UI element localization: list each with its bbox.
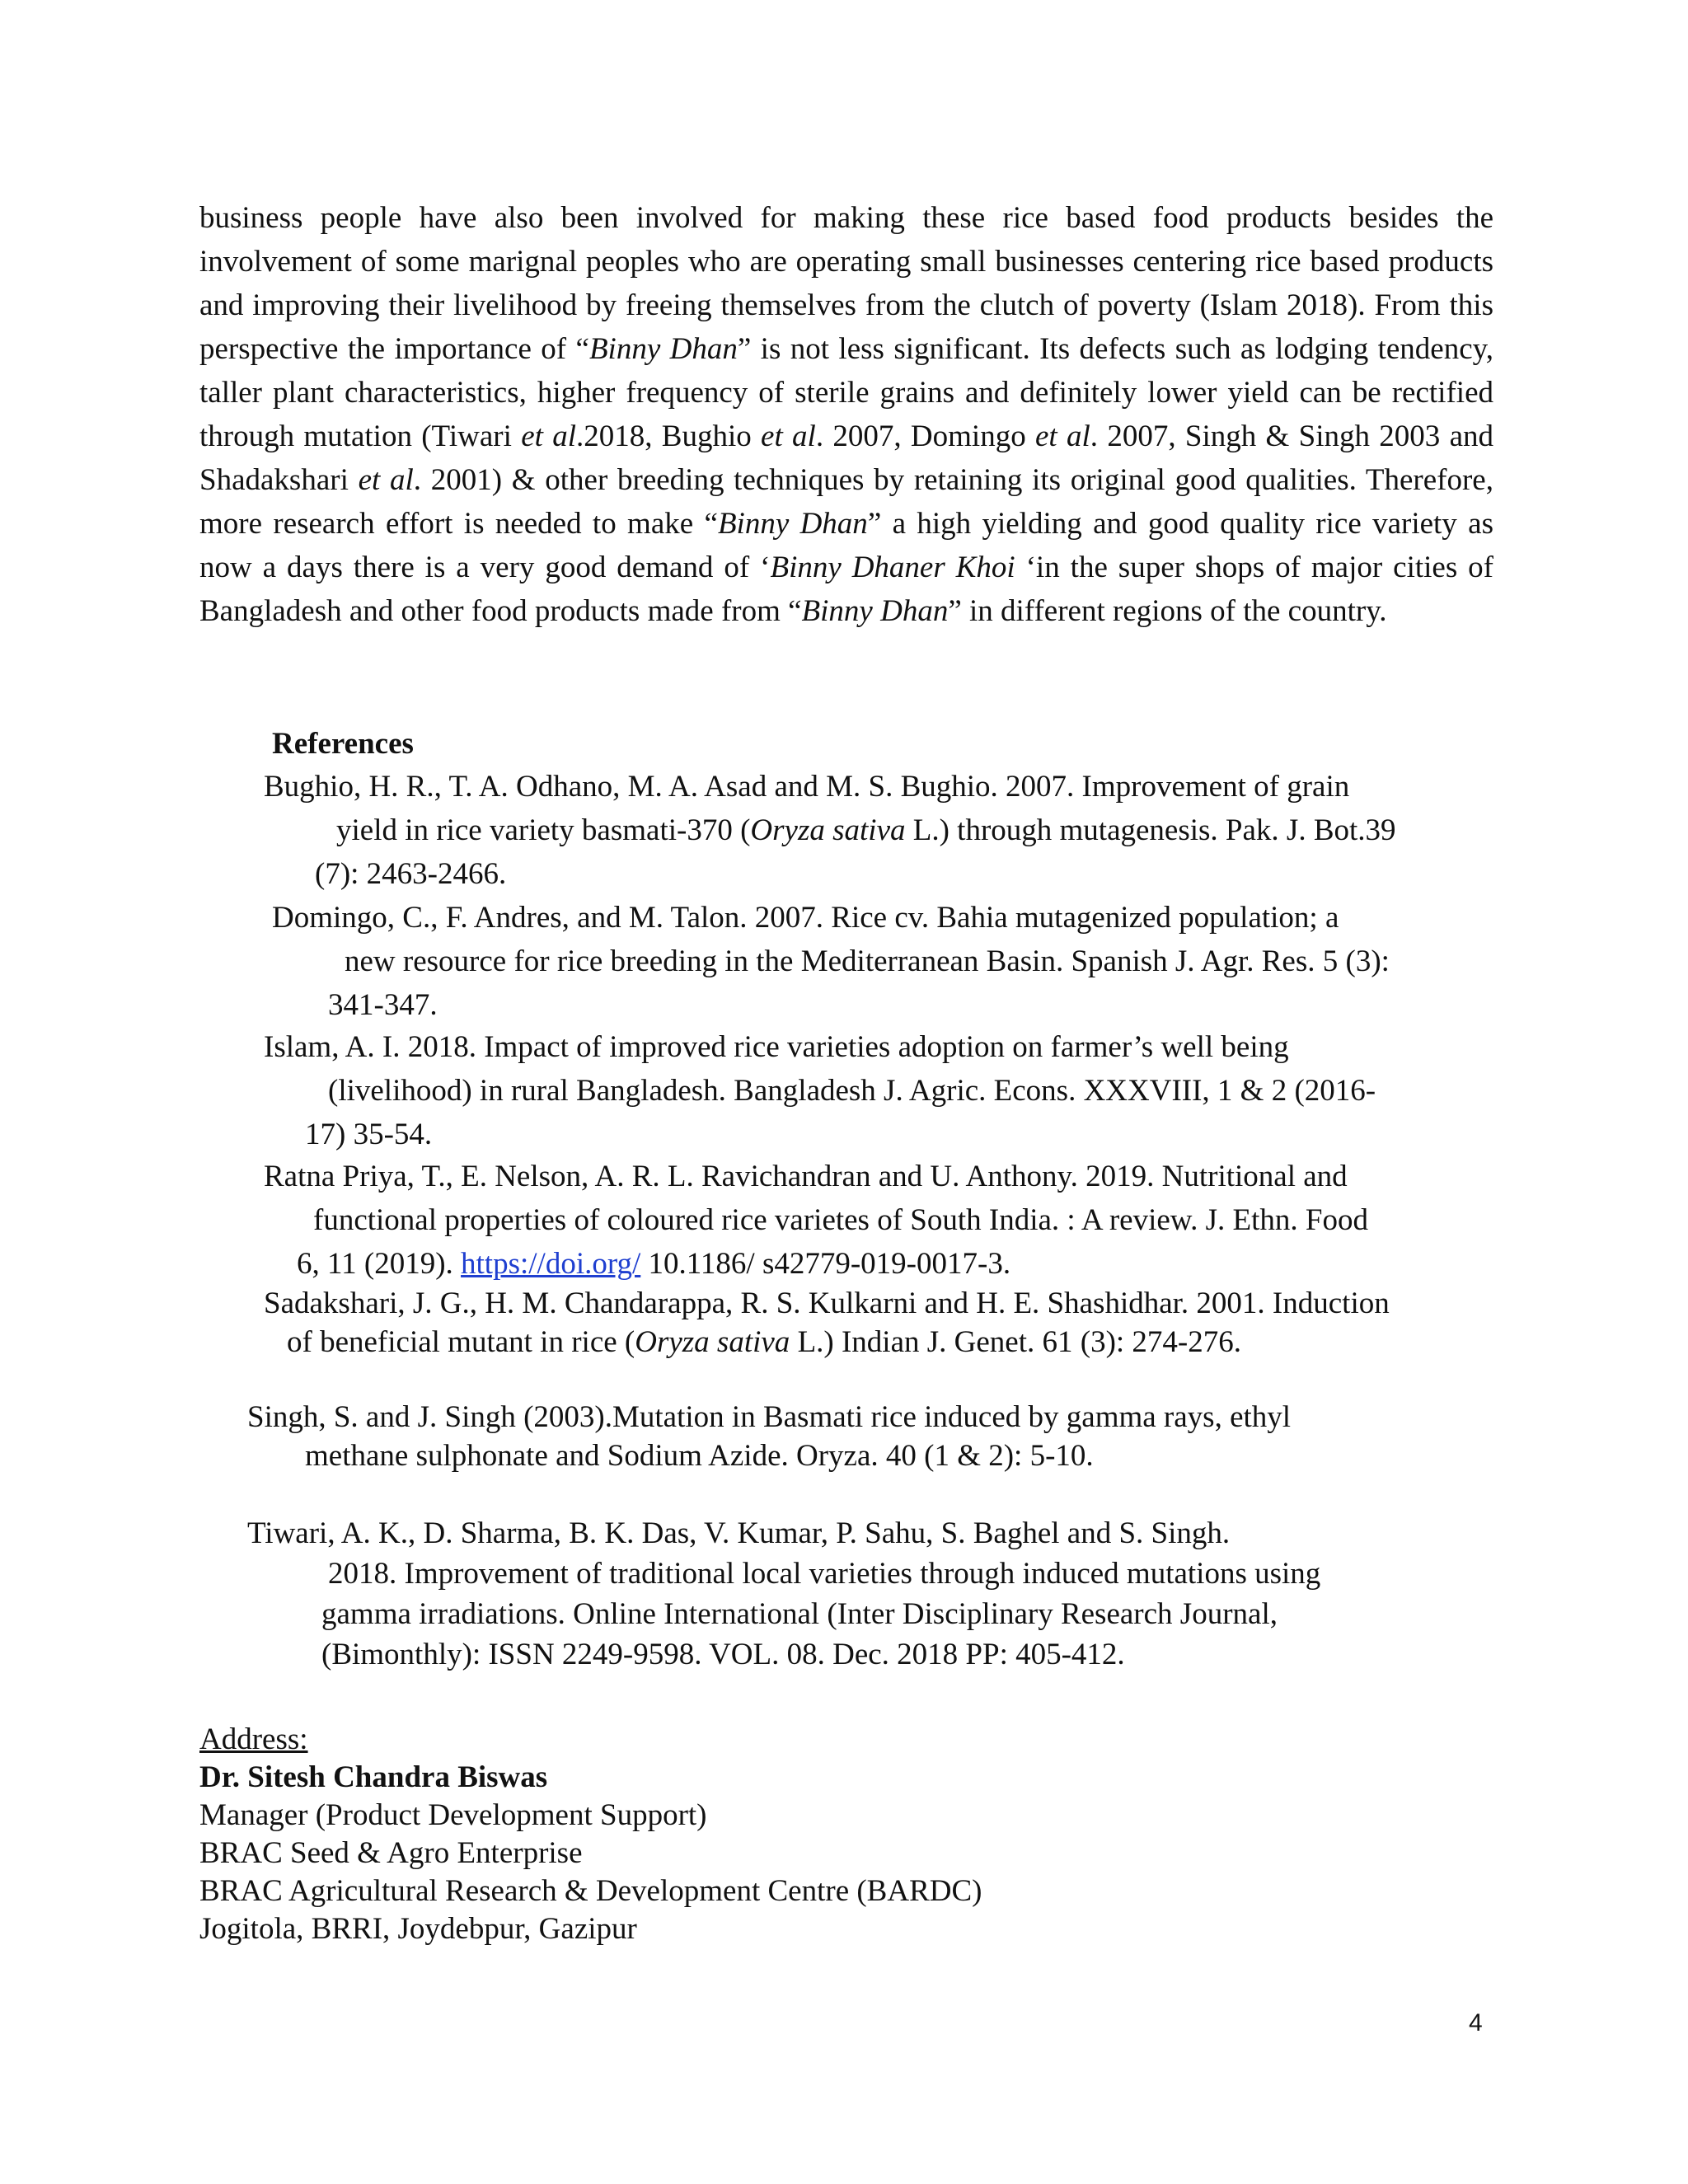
body-text: business people have also been involved for making these rice based food products besides the involvement of some marignal peoples who are operating small businesses centering rice based products and improving their livelihood by freeing themselves from the clutch of poverty (Islam 2018). From this perspective the importance of “ xyxy=(199,201,1493,366)
italic-term: et al xyxy=(761,419,816,453)
italic-term: Binny Dhaner Khoi xyxy=(770,551,1015,584)
reference-text: yield in rice variety basmati-370 ( xyxy=(336,813,751,847)
reference-text: of beneficial mutant in rice ( xyxy=(287,1325,635,1359)
reference-line: Tiwari, A. K., D. Sharma, B. K. Das, V. Kumar, P. Sahu, S. Baghel and S. Singh. xyxy=(247,1516,1231,1550)
reference-line: gamma irradiations. Online International (Inter Disciplinary Research Journal, xyxy=(321,1597,1278,1631)
reference-line: (livelihood) in rural Bangladesh. Bangladesh J. Agric. Econs. XXXVIII, 1 & 2 (2016- xyxy=(328,1074,1376,1108)
reference-line xyxy=(264,1323,1390,1361)
body-text: . 2007, Domingo xyxy=(815,419,1035,453)
doi-link[interactable]: https://doi.org/ xyxy=(461,1247,641,1281)
italic-term: Binny Dhan xyxy=(588,332,738,366)
body-text: ” a high yielding and good quality rice variety as now a days there is a very good demand of ‘ xyxy=(199,507,1493,584)
body-text: ” is not less significant. Its defects such as lodging tendency, taller plant characteristics, higher frequency of sterile grains and definitely lower yield can be rectified through mutation (Tiwari xyxy=(199,332,1493,453)
reference-sadakshari xyxy=(264,1284,1390,1361)
reference-text: 10.1186/ s42779-019-0017-3. xyxy=(640,1247,1011,1281)
address-line: Manager (Product Development Support) xyxy=(199,1798,707,1832)
italic-term: Binny Dhan xyxy=(717,507,868,541)
body-text: . 2007, Singh & Singh 2003 and Shadakshari xyxy=(199,419,1493,497)
address-label: Address: xyxy=(199,1722,308,1756)
reference-line: Domingo, C., F. Andres, and M. Talon. 2007. Rice cv. Bahia mutagenized population; a xyxy=(272,901,1339,935)
reference-singh xyxy=(247,1398,1291,1475)
references-heading: References xyxy=(272,727,414,761)
reference-domingo xyxy=(272,896,1390,1027)
body-text: ” in different regions of the country. xyxy=(948,594,1387,628)
reference-line: functional properties of coloured rice varietes of South India. : A review. J. Ethn. Food xyxy=(313,1203,1368,1237)
reference-line: (7): 2463-2466. xyxy=(315,857,507,891)
italic-term: et al xyxy=(1035,419,1090,453)
italic-term: et al xyxy=(521,419,576,453)
address-line: Jogitola, BRRI, Joydebpur, Gazipur xyxy=(199,1912,637,1946)
reference-islam xyxy=(264,1025,1376,1156)
reference-line: 341-347. xyxy=(328,988,438,1022)
reference-line: methane sulphonate and Sodium Azide. Oryza. 40 (1 & 2): 5-10. xyxy=(305,1439,1094,1473)
reference-tiwari xyxy=(247,1513,1320,1675)
italic-term: Oryza sativa xyxy=(635,1325,790,1359)
reference-line: Sadakshari, J. G., H. M. Chandarappa, R. S. Kulkarni and H. E. Shashidhar. 2001. Induction xyxy=(264,1286,1390,1320)
body-paragraph xyxy=(199,196,1493,633)
reference-line: new resource for rice breeding in the Mediterranean Basin. Spanish J. Agr. Res. 5 (3): xyxy=(345,944,1390,978)
body-text: . 2001) & other breeding techniques by retaining its original good qualities. Therefore, more research effort is needed to make “ xyxy=(199,463,1493,541)
reference-line xyxy=(264,1242,1368,1286)
reference-line: Bughio, H. R., T. A. Odhano, M. A. Asad and M. S. Bughio. 2007. Improvement of grain xyxy=(264,770,1350,804)
body-text: ‘in the super shops of major cities of Bangladesh and other food products made from “ xyxy=(199,551,1493,628)
body-text: .2018, Bughio xyxy=(575,419,762,453)
reference-text: L.) Indian J. Genet. 61 (3): 274-276. xyxy=(790,1325,1241,1359)
reference-line xyxy=(264,808,1396,852)
author-address xyxy=(199,1721,982,1948)
reference-line: Ratna Priya, T., E. Nelson, A. R. L. Ravichandran and U. Anthony. 2019. Nutritional and xyxy=(264,1160,1348,1193)
italic-term: et al xyxy=(358,463,414,497)
address-line: BRAC Seed & Agro Enterprise xyxy=(199,1836,583,1870)
reference-bughio xyxy=(264,765,1396,896)
italic-term: Oryza sativa xyxy=(750,813,906,847)
reference-line: Singh, S. and J. Singh (2003).Mutation in Basmati rice induced by gamma rays, ethyl xyxy=(247,1400,1292,1434)
reference-ratna-priya xyxy=(264,1155,1368,1286)
reference-line: (Bimonthly): ISSN 2249-9598. VOL. 08. Dec. 2018 PP: 405-412. xyxy=(321,1638,1125,1671)
reference-line: Islam, A. I. 2018. Impact of improved rice varieties adoption on farmer’s well being xyxy=(264,1030,1289,1064)
reference-text: 6, 11 (2019). xyxy=(297,1247,462,1281)
reference-line: 2018. Improvement of traditional local varieties through induced mutations using xyxy=(328,1557,1321,1591)
address-line: BRAC Agricultural Research & Development Centre (BARDC) xyxy=(199,1874,982,1908)
author-name: Dr. Sitesh Chandra Biswas xyxy=(199,1760,548,1794)
reference-text: L.) through mutagenesis. Pak. J. Bot.39 xyxy=(905,813,1396,847)
page-number: 4 xyxy=(1469,2009,1483,2036)
reference-line: 17) 35-54. xyxy=(305,1118,433,1151)
italic-term: Binny Dhan xyxy=(801,594,949,628)
